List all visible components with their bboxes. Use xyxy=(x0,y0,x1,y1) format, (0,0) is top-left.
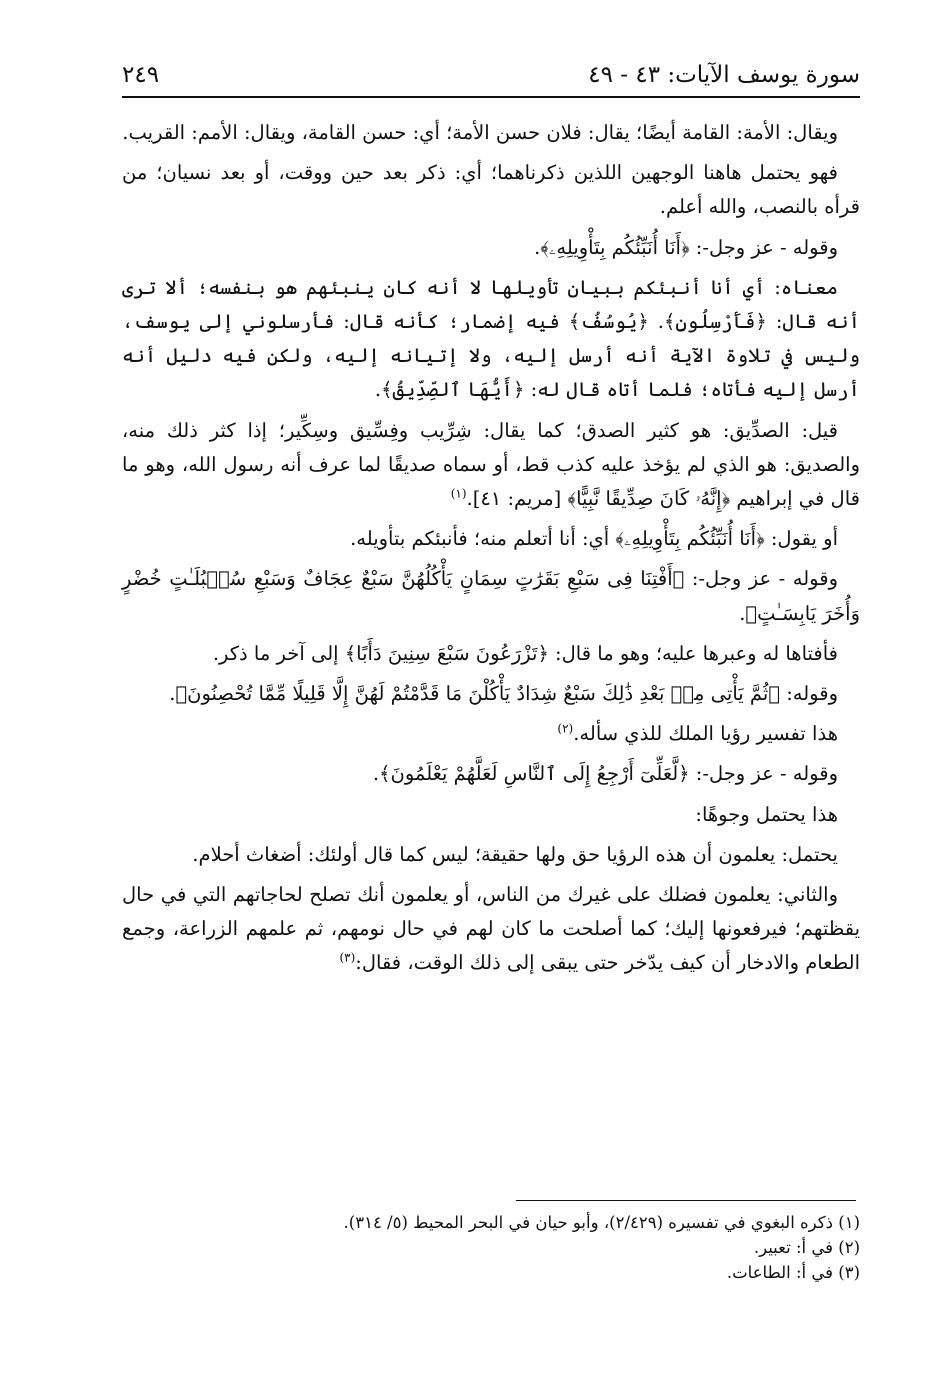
footnote-ref-1[interactable]: (١) xyxy=(450,486,467,501)
paragraph-text: والثاني: يعلمون فضلك على غيرك من الناس، أو يعلمون أنك تصلح لحاجاتهم التي في حال يقظتهم؛ فيرفعونها إليك؛ كما أصلحت ما كان لهم في حال نومهم، ثم علمهم الزراعة، وجمع الطعام والادخار أن كيف يدّخر حتى يبقى إلى ذلك الوقت، فقال: xyxy=(122,883,860,975)
header-title: سورة يوسف الآيات: ٤٣ - ٤٩ xyxy=(588,62,860,88)
main-text xyxy=(122,116,860,987)
paragraph: وقوله: ﴿ثُمَّ يَأْتِى مِنۢ بَعْدِ ذَٰلِكَ سَبْعٌ شِدَادٌ يَأْكُلْنَ مَا قَدَّمْتُمْ لَهُنَّ إِلَّا قَلِيلًا مِّمَّا تُحْصِنُونَ﴾. xyxy=(169,682,838,706)
paragraph-with-footnote-3 xyxy=(122,878,860,981)
page-number: ٢٤٩ xyxy=(122,62,160,88)
footnote-3: (٣) في أ: الطاعات. xyxy=(726,1263,860,1282)
paragraph-with-footnote-1 xyxy=(122,414,860,517)
footnote-2: (٢) في أ: تعبير. xyxy=(753,1238,860,1257)
paragraph-text: قيل: الصدِّيق: هو كثير الصدق؛ كما يقال: شِرِّيب وفِسِّيق وسِكِّير؛ إذا كثر ذلك منه، والصديق: هو الذي لم يؤخذ عليه كذب قط، أو سماه صديقًا لما عرف أنه رسول الله، وهو ما قال في إبراهيم ﴿إِنَّهُۥ كَانَ صِدِّيقًا نَّبِيًّا﴾ [مريم: ٤١]. xyxy=(122,418,860,511)
running-header xyxy=(122,58,860,98)
paragraph: وقوله - عز وجل-: ﴿أَفْتِنَا فِى سَبْعِ بَقَرَٰتٍ سِمَانٍ يَأْكُلُهُنَّ سَبْعٌ عِجَافٌ وَسَبْعِ سُنۢبُلَـٰتٍ خُضْرٍ وَأُخَرَ يَابِسَـٰتٍ﴾. xyxy=(122,567,860,625)
paragraph: يحتمل: يعلمون أن هذه الرؤيا حق ولها حقيقة؛ ليس كما قال أولئك: أضغاث أحلام. xyxy=(192,842,838,866)
paragraph: ويقال: الأمة: القامة أيضًا؛ يقال: فلان حسن الأمة؛ أي: حسن القامة، ويقال: الأمم: القريب. xyxy=(122,121,838,144)
footnote-ref-3[interactable]: (٣) xyxy=(339,950,356,965)
paragraph: هذا يحتمل وجوهًا: xyxy=(695,802,838,826)
paragraph: وقوله - عز وجل-: ﴿لَّعَلِّىٓ أَرْجِعُ إِلَى ٱلنَّاسِ لَعَلَّهُمْ يَعْلَمُونَ﴾. xyxy=(372,762,838,786)
paragraph-text: هذا تفسير رؤيا الملك للذي سأله. xyxy=(573,722,838,746)
footnote-ref-2[interactable]: (٢) xyxy=(557,721,574,736)
paragraph: أو يقول: ﴿أَنَا أُنَبِّئُكُم بِتَأْوِيلِهِۦ﴾ أي: أنا أتعلم منه؛ فأنبئكم بتأويله. xyxy=(350,527,838,551)
footnote-divider xyxy=(516,1200,856,1201)
header-divider xyxy=(122,96,860,98)
paragraph: فهو يحتمل هاهنا الوجهين اللذين ذكرناهما؛ أي: ذكر بعد حين ووقت، أو بعد نسيان؛ من قرأه بالنصب، والله أعلم. xyxy=(122,161,860,219)
paragraph: معناه: أي أنا أنبئكم ببيان تأويلها لا أنه كان ينبئهم هو بنفسه؛ ألا ترى أنه قال: ﴿فَأَرْسِلُونِ﴾. ﴿يُوسُفُ﴾ فيه إضمار؛ كأنه قال: فأرسلوني إلى يوسف، وليس في تلاوة الآية أنه أرسل إليه، ولا إتيانه إليه، ولكن فيه دليل أنه أرسل إليه فأتاه؛ فلما أتاه قال له: ﴿أَيُّهَا ٱلصِّدِّيقُ﴾. xyxy=(122,275,860,402)
paragraph-with-footnote-2 xyxy=(122,717,860,751)
footnote-1: (١) ذكره البغوي في تفسيره (٢/٤٢٩)، وأبو حيان في البحر المحيط (٥/ ٣١٤). xyxy=(343,1213,860,1232)
paragraph: فأفتاها له وعبرها عليه؛ وهو ما قال: ﴿تَزْرَعُونَ سَبْعَ سِنِينَ دَأَبًا﴾ إلى آخر ما ذكر. xyxy=(212,641,838,665)
paragraph: وقوله - عز وجل-: ﴿أَنَا أُنَبِّئُكُم بِتَأْوِيلِهِۦ﴾. xyxy=(534,235,838,259)
footnotes xyxy=(122,1210,860,1285)
